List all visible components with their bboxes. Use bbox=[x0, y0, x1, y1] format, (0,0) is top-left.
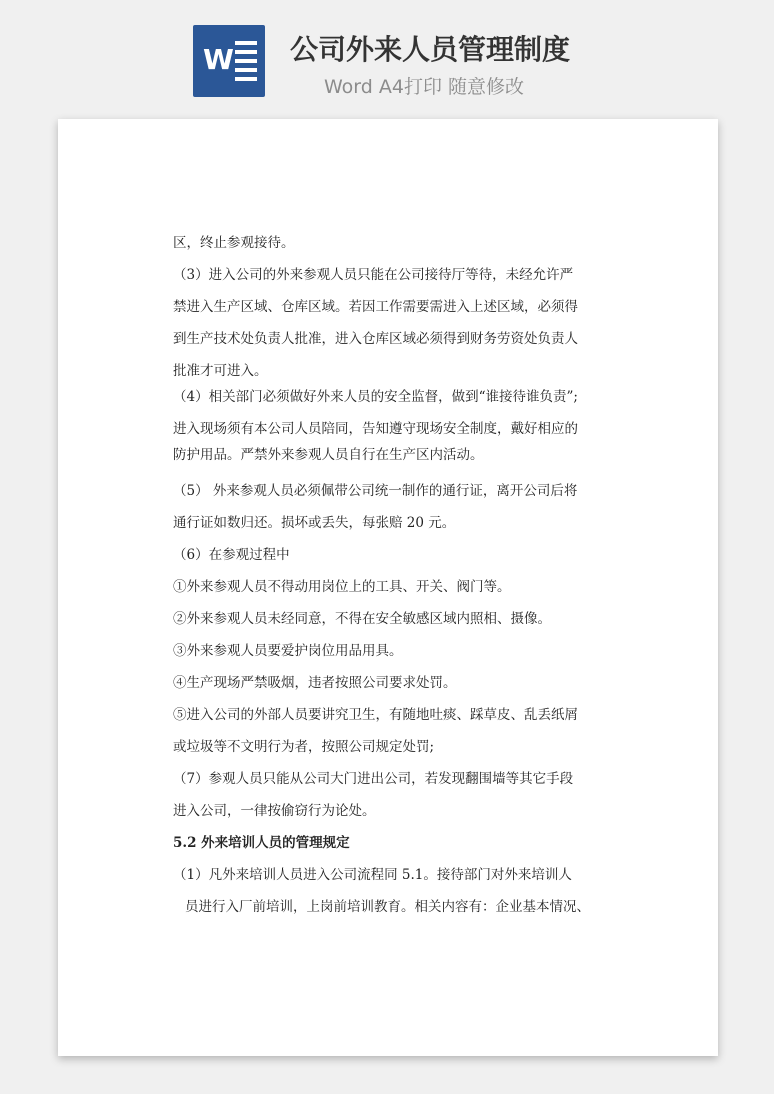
word-logo-icon bbox=[193, 25, 265, 97]
text-line: 进入公司，一律按偷窃行为论处。 bbox=[173, 803, 376, 819]
text-line: 防护用品。严禁外来参观人员自行在生产区内活动。 bbox=[173, 447, 484, 463]
text-line: ②外来参观人员未经同意，不得在安全敏感区域内照相、摄像。 bbox=[173, 611, 551, 627]
text-line: （1）凡外来培训人员进入公司流程同 5.1。接待部门对外来培训人 bbox=[173, 867, 572, 883]
section-heading: 5.2 外来培训人员的管理规定 bbox=[173, 835, 350, 851]
text-line: 区，终止参观接待。 bbox=[173, 235, 295, 251]
text-line: 通行证如数归还。损坏或丢失，每张赔 20 元。 bbox=[173, 515, 456, 531]
page-title: 公司外来人员管理制度 bbox=[290, 33, 571, 66]
text-line: ④生产现场严禁吸烟，违者按照公司要求处罚。 bbox=[173, 675, 457, 691]
text-line: （7）参观人员只能从公司大门进出公司，若发现翻围墙等其它手段 bbox=[173, 771, 574, 787]
header bbox=[0, 0, 774, 118]
text-line: （4）相关部门必须做好外来人员的安全监督，做到“谁接待谁负责”; bbox=[173, 389, 578, 405]
logo-letter: W bbox=[203, 43, 234, 76]
page-subtitle: Word A4打印 随意修改 bbox=[324, 76, 525, 98]
text-line: ①外来参观人员不得动用岗位上的工具、开关、阀门等。 bbox=[173, 579, 511, 595]
text-line: 进入现场须有本公司人员陪同，告知遵守现场安全制度，戴好相应的 bbox=[173, 421, 578, 437]
text-line: ⑤进入公司的外部人员要讲究卫生，有随地吐痰、踩草皮、乱丢纸屑 bbox=[173, 707, 578, 723]
text-line: 批准才可进入。 bbox=[173, 363, 268, 379]
text-line: ③外来参观人员要爱护岗位用品用具。 bbox=[173, 643, 403, 659]
document-page bbox=[58, 119, 718, 1056]
text-line: 禁进入生产区域、仓库区域。若因工作需要需进入上述区域，必须得 bbox=[173, 299, 578, 315]
text-line: （6）在参观过程中 bbox=[173, 547, 290, 563]
text-line: （3）进入公司的外来参观人员只能在公司接待厅等待，未经允许严 bbox=[173, 267, 574, 283]
text-line: 或垃圾等不文明行为者，按照公司规定处罚; bbox=[173, 739, 435, 755]
text-line: 到生产技术处负责人批准，进入仓库区域必须得到财务劳资处负责人 bbox=[173, 331, 578, 347]
text-line: （5） 外来参观人员必须佩带公司统一制作的通行证，离开公司后将 bbox=[173, 483, 578, 499]
text-line: 员进行入厂前培训，上岗前培训教育。相关内容有：企业基本情况、 bbox=[185, 899, 590, 915]
